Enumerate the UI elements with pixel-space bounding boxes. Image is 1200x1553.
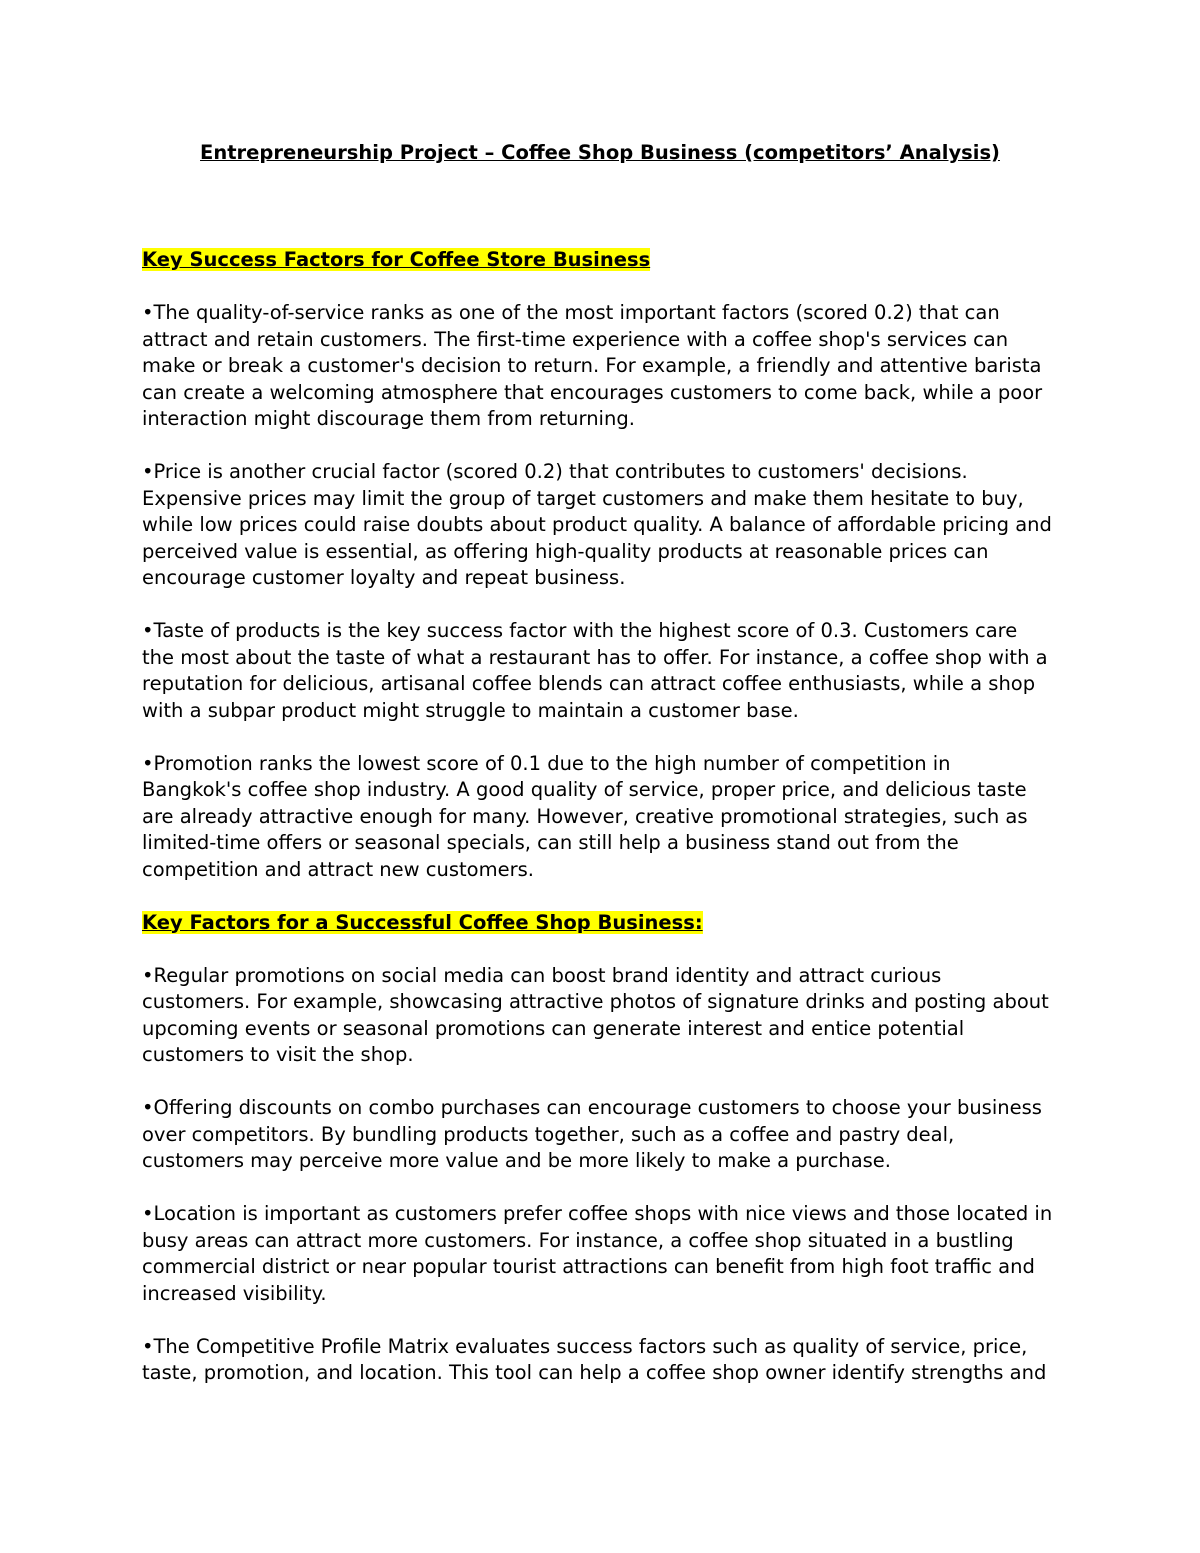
paragraph-text: Regular promotions on social media can boost brand identity and attract curious customers. For example, showcasing attractive photos of signature drinks and posting about upcoming events or seasonal promotions can generate interest and entice potential customers to visit the shop.: [142, 963, 1049, 1066]
paragraph-price: [142, 459, 1072, 592]
bullet-icon: •: [142, 1334, 154, 1358]
bullet-icon: •: [142, 619, 154, 642]
section-heading-text: Key Success Factors for Coffee Store Business: [142, 248, 651, 271]
paragraph-promotion: [142, 751, 1072, 884]
paragraph-text: Taste of products is the key success factor with the highest score of 0.3. Customers care the most about the taste of what a restaurant has to offer. For instance, a coffee shop with a reputation for delicious, artisanal coffee blends can attract coffee enthusiasts, while a shop with a subpar product might struggle to maintain a customer base.: [142, 619, 1048, 722]
document-body: [142, 247, 1072, 1413]
section-heading-key-success-factors: [142, 247, 1072, 274]
paragraph-text: Offering discounts on combo purchases can encourage customers to choose your business over competitors. By bundling products together, such as a coffee and pastry deal, customers may perceive more value and be more likely to make a purchase.: [142, 1096, 1042, 1172]
bullet-icon: •: [142, 963, 154, 987]
bullet-icon: •: [142, 460, 154, 483]
paragraph-text: Price is another crucial factor (scored 0.2) that contributes to customers' decisions. Expensive prices may limit the group of target customers and make them hesitate to buy, while low prices could raise doubts about product quality. A balance of affordable pricing and perceived value is essential, as offering high-quality products at reasonable prices can encourage customer loyalty and repeat business.: [142, 460, 1052, 589]
document-title: Entrepreneurship Project – Coffee Shop Business (competitors’ Analysis): [200, 141, 1000, 164]
paragraph-text: The quality-of-service ranks as one of the most important factors (scored 0.2) that can attract and retain customers. The first-time experience with a coffee shop's services can make or break a customer's decision to return. For example, a friendly and attentive barista can create a welcoming atmosphere that encourages customers to come back, while a poor interaction might discourage them from returning.: [142, 301, 1043, 430]
paragraph-competitive-profile-matrix: [142, 1334, 1072, 1387]
section-heading-key-factors: [142, 910, 1072, 937]
bullet-icon: •: [142, 301, 154, 324]
paragraph-social-media: [142, 963, 1072, 1069]
paragraph-text: The Competitive Profile Matrix evaluates success factors such as quality of service, price, taste, promotion, and location. This tool can help a coffee shop owner identify strengths and: [142, 1334, 1047, 1384]
bullet-icon: •: [142, 1096, 154, 1119]
paragraph-quality-of-service: [142, 300, 1072, 433]
paragraph-location: [142, 1201, 1072, 1307]
bullet-icon: •: [142, 751, 154, 775]
paragraph-text: Location is important as customers prefer coffee shops with nice views and those located in busy areas can attract more customers. For instance, a coffee shop situated in a bustling commercial district or near popular tourist attractions can benefit from high foot traffic and increased visibility.: [142, 1202, 1053, 1305]
paragraph-taste: [142, 618, 1072, 724]
paragraph-combo-discounts: [142, 1095, 1072, 1175]
section-heading-text: Key Factors for a Successful Coffee Shop Business:: [142, 910, 703, 934]
paragraph-text: Promotion ranks the lowest score of 0.1 due to the high number of competition in Bangkok's coffee shop industry. A good quality of service, proper price, and delicious taste are already attractive enough for many. However, creative promotional strategies, such as limited-time offers or seasonal specials, can still help a business stand out from the competition and attract new customers.: [142, 751, 1028, 881]
bullet-icon: •: [142, 1202, 154, 1225]
